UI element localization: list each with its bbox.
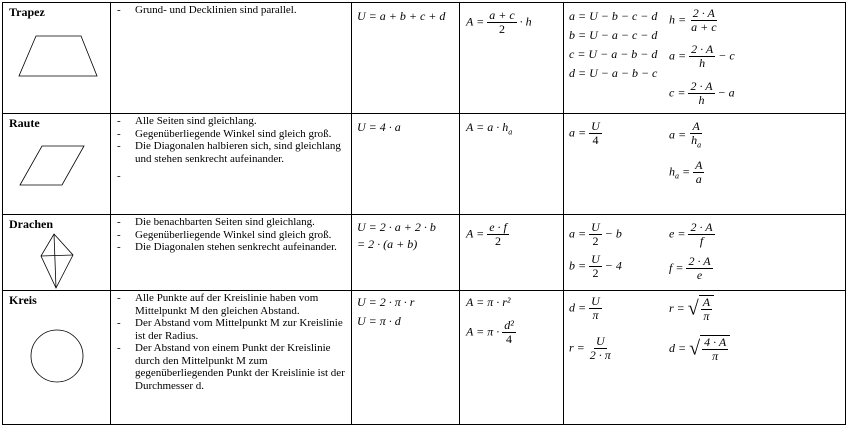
property-item <box>111 170 349 181</box>
property-item: - Die benachbarten Seiten sind gleichlang. <box>111 216 349 229</box>
shape-cell <box>3 114 111 215</box>
perimeter-cell <box>352 114 460 215</box>
area-cell <box>460 3 564 114</box>
property-item: - Der Abstand von einem Punkt der Kreislinie durch den Mittelpunkt M zum gegenüberliegenden Punkt der Kreislinie ist der Durchmesser d. <box>111 342 349 392</box>
formula-cell <box>564 215 846 291</box>
side-a-formula: a = $\frac{A}{h_a}$ <box>669 119 702 150</box>
area-formula: A = π · $\frac{\text{d²}}{4}$ <box>466 318 514 346</box>
property-item: - Alle Seiten sind gleichlang. <box>111 115 349 128</box>
property-item: - Die Diagonalen halbieren sich, sind gleichlang und stehen senkrecht aufeinander. <box>111 140 349 165</box>
table-row <box>3 291 846 425</box>
perimeter-formula: U = π · d <box>357 314 401 328</box>
shape-name: Drachen <box>9 217 53 231</box>
area-cell <box>460 291 564 425</box>
side-b-formula: b = $\frac{U}{2}$ − 4 <box>569 252 622 280</box>
table-row <box>3 215 846 291</box>
perimeter-formula: U = 2 · a + 2 · b <box>357 220 436 234</box>
diameter-from-area-formula: d = √ $\frac{4 \cdot A}{\pi}$ <box>669 335 730 363</box>
property-item: - Die Diagonalen stehen senkrecht aufeinander. <box>111 241 349 254</box>
perimeter-formula: U = 2 · π · r <box>357 295 415 309</box>
property-item: - Alle Punkte auf der Kreislinie haben vom Mittelpunkt M den gleichen Abstand. <box>111 292 349 317</box>
properties-cell <box>111 215 352 291</box>
perimeter-formula: U = 4 · a <box>357 120 401 134</box>
perimeter-cell <box>352 291 460 425</box>
radius-formula: r = $\frac{U}{2 \cdot \pi}$ <box>569 334 611 362</box>
perimeter-cell <box>352 3 460 114</box>
side-formula: d = U − a − b − c <box>569 66 658 80</box>
table-row <box>3 3 846 114</box>
diagonal-e-formula: e = $\frac{2 \cdot A}{f}$ <box>669 220 713 248</box>
side-a-formula: a = $\frac{2 \cdot A}{h}$ − c <box>669 42 735 70</box>
area-cell <box>460 215 564 291</box>
shape-cell <box>3 3 111 114</box>
radius-from-area-formula: r = √ $\frac{A}{\pi}$ <box>669 295 714 323</box>
diameter-formula: d = $\frac{U}{\pi}$ <box>569 294 600 322</box>
properties-cell <box>111 3 352 114</box>
kite-shape <box>33 232 83 290</box>
formula-table <box>2 2 846 425</box>
area-formula: A = π · r² <box>466 295 511 309</box>
properties-cell <box>111 291 352 425</box>
property-item: - Grund- und Decklinien sind parallel. <box>111 4 349 17</box>
circle-shape <box>28 327 86 385</box>
side-c-formula: c = $\frac{2 \cdot A}{h}$ − a <box>669 79 735 107</box>
perimeter-formula: U = a + b + c + d <box>357 9 446 23</box>
height-formula: h = $\frac{2 \cdot A}{a + c}$ <box>669 6 717 34</box>
area-formula: A = $\frac{e \cdot f}{2}$ <box>466 220 507 248</box>
side-formula: a = U − b − c − d <box>569 9 658 23</box>
side-formula: b = U − a − c − d <box>569 28 658 42</box>
diagonal-f-formula: f = $\frac{2 \cdot A}{e}$ <box>669 254 711 282</box>
trapezoid-shape <box>15 33 101 79</box>
side-formula: c = U − a − b − d <box>569 47 658 61</box>
rhombus-shape <box>18 144 88 188</box>
property-item: - Gegenüberliegende Winkel sind gleich groß. <box>111 229 349 242</box>
height-formula: $h_a$ = $\frac{A}{a}$ <box>669 158 703 186</box>
area-formula: $A = a \cdot h_a$ <box>466 120 513 137</box>
property-item: - Gegenüberliegende Winkel sind gleich groß. <box>111 128 349 141</box>
area-cell <box>460 114 564 215</box>
perimeter-formula: = 2 · (a + b) <box>357 237 418 251</box>
formula-cell <box>564 114 846 215</box>
shape-cell <box>3 291 111 425</box>
side-a-formula: a = $\frac{U}{2}$ − b <box>569 220 622 248</box>
perimeter-cell <box>352 215 460 291</box>
shape-cell <box>3 215 111 291</box>
table-row <box>3 114 846 215</box>
properties-cell <box>111 114 352 215</box>
shape-name: Raute <box>9 116 40 130</box>
shape-name: Kreis <box>9 293 37 307</box>
property-item: - Der Abstand vom Mittelpunkt M zur Kreislinie ist der Radius. <box>111 317 349 342</box>
formula-cell <box>564 291 846 425</box>
area-formula: A = $\frac{a + c}{2}$ · h <box>466 8 532 36</box>
shape-name: Trapez <box>9 5 45 19</box>
side-formula: a = $\frac{U}{4}$ <box>569 119 600 147</box>
formula-cell <box>564 3 846 114</box>
